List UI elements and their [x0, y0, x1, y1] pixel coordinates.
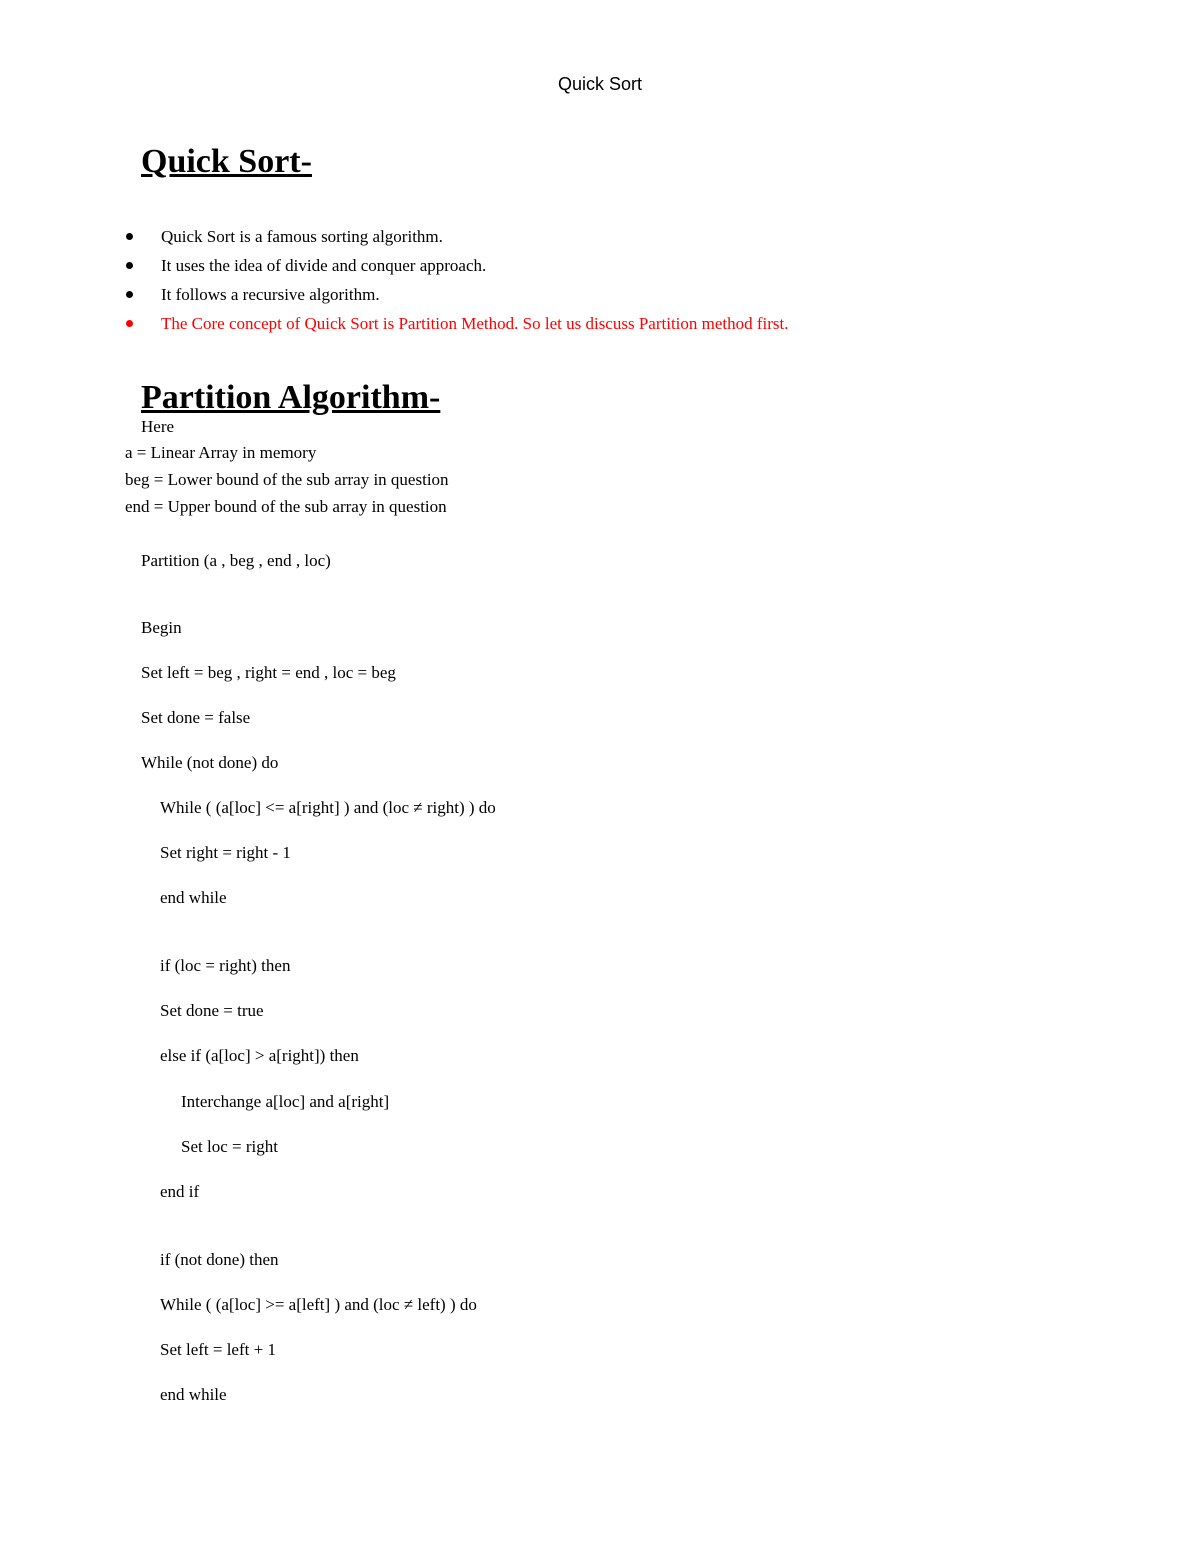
algorithm-line: Set loc = right: [181, 1137, 278, 1156]
algorithm-line: Begin: [141, 618, 182, 637]
definitions-intro: Here: [141, 417, 175, 436]
algorithm-line: Interchange a[loc] and a[right]: [181, 1092, 390, 1111]
algorithm-line: While (not done) do: [141, 753, 279, 772]
bullet-icon: [126, 262, 133, 269]
algorithm-line: else if (a[loc] > a[right]) then: [160, 1046, 359, 1065]
bullet-item: It follows a recursive algorithm.: [126, 283, 789, 312]
quick-sort-bullet-list: [126, 225, 789, 341]
bullet-item-highlight: The Core concept of Quick Sort is Partition Method. So let us discuss Partition method first.: [126, 312, 789, 341]
page-header: Quick Sort: [557, 74, 643, 94]
algorithm-line: if (loc = right) then: [160, 956, 291, 975]
definition-end: end = Upper bound of the sub array in question: [125, 497, 447, 516]
bullet-item: Quick Sort is a famous sorting algorithm.: [126, 225, 789, 254]
algorithm-line: Set done = false: [141, 708, 251, 727]
quick-sort-heading: Quick Sort-: [141, 143, 312, 180]
algorithm-line: Set left = beg , right = end , loc = beg: [141, 663, 396, 682]
algorithm-line: Set done = true: [160, 1001, 264, 1020]
algorithm-line: While ( (a[loc] <= a[right] ) and (loc ≠ right) ) do: [160, 798, 496, 817]
algorithm-line: Set left = left + 1: [160, 1340, 276, 1359]
bullet-icon: [126, 233, 133, 240]
definition-beg: beg = Lower bound of the sub array in question: [125, 470, 449, 489]
algorithm-line: end while: [160, 1385, 227, 1404]
partition-algorithm-heading: Partition Algorithm-: [141, 379, 441, 416]
algorithm-line: end while: [160, 888, 227, 907]
algorithm-line: While ( (a[loc] >= a[left] ) and (loc ≠ left) ) do: [160, 1295, 477, 1314]
algorithm-line: if (not done) then: [160, 1250, 279, 1269]
bullet-item: It uses the idea of divide and conquer approach.: [126, 254, 789, 283]
algorithm-line: Partition (a , beg , end , loc): [141, 551, 331, 570]
bullet-icon: [126, 320, 133, 327]
algorithm-line: Set right = right - 1: [160, 843, 291, 862]
algorithm-line: end if: [160, 1182, 200, 1201]
bullet-icon: [126, 291, 133, 298]
definition-a: a = Linear Array in memory: [125, 443, 317, 462]
